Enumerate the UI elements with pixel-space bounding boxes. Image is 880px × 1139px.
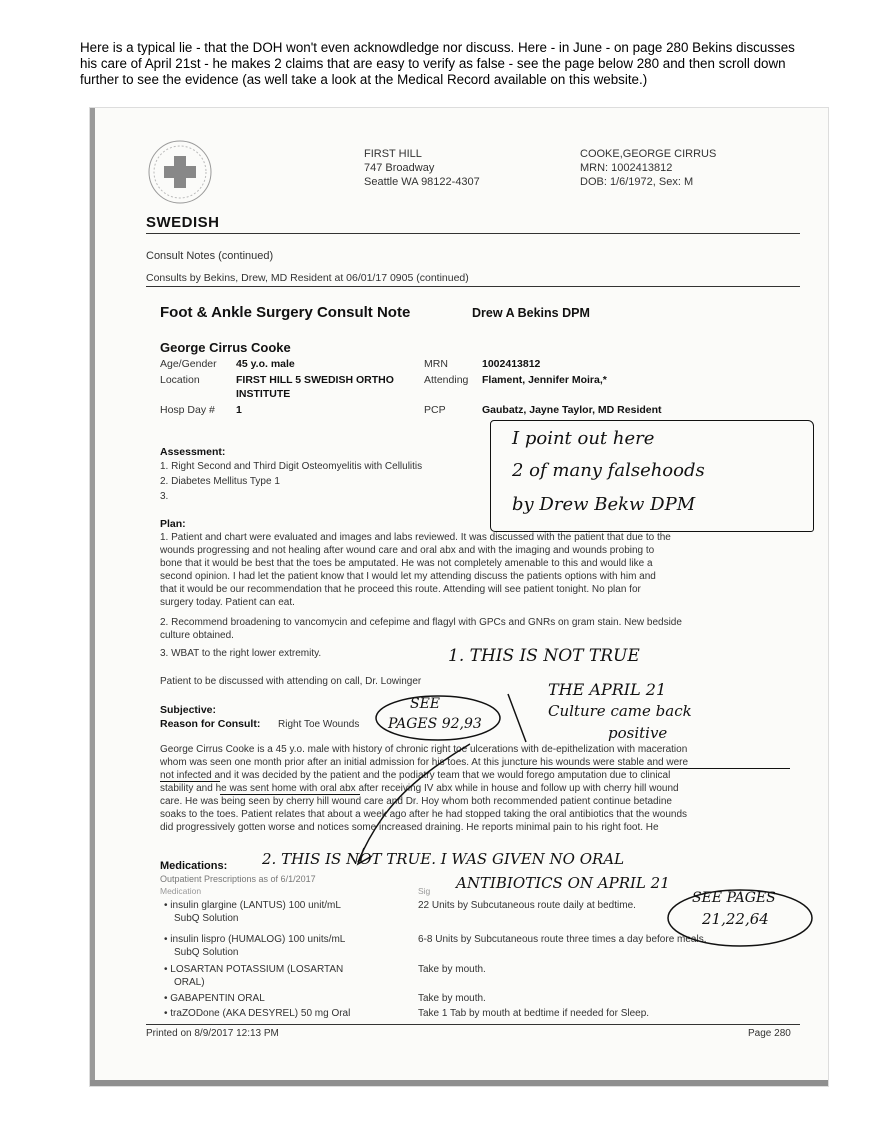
handwritten-note-2-line: ANTIBIOTICS ON APRIL 21 xyxy=(456,874,670,892)
handwritten-see-2-pages: 21,22,64 xyxy=(702,910,769,928)
plan-line: bone that it would be best that the toes be amputated. He was not completely amenable to this and would like a xyxy=(160,558,653,569)
med-name: • LOSARTAN POTASSIUM (LOSARTAN xyxy=(164,964,344,975)
location-label: Location xyxy=(160,374,200,386)
patient-name: George Cirrus Cooke xyxy=(160,340,291,355)
patient-header-mrn: MRN: 1002413812 xyxy=(580,162,673,174)
handwritten-note-1-line: Culture came back xyxy=(548,702,692,720)
address-line-1: FIRST HILL xyxy=(364,148,422,160)
page-number: Page 280 xyxy=(748,1028,791,1039)
handwritten-see-1: SEE xyxy=(410,696,441,712)
hospday-label: Hosp Day # xyxy=(160,404,215,416)
plan-line: that it would be our recommendation that he proceed this route. Attending will see patient tonight. No plan for xyxy=(160,584,641,595)
plan-line: second opinion. I had let the patient know that I would let my attending discuss the patients options with him and xyxy=(160,571,656,582)
section-heading: Consult Notes (continued) xyxy=(146,250,274,262)
reason-label: Reason for Consult: xyxy=(160,718,261,730)
medications-subheading: Outpatient Prescriptions as of 6/1/2017 xyxy=(160,874,316,884)
reason-value: Right Toe Wounds xyxy=(278,719,360,730)
note-author: Drew A Bekins DPM xyxy=(472,306,590,320)
med-name: • insulin glargine (LANTUS) 100 unit/mL xyxy=(164,900,341,911)
brand-name: SWEDISH xyxy=(146,214,220,231)
swedish-logo-icon xyxy=(146,138,214,206)
med-name-cont: ORAL) xyxy=(174,977,205,988)
handwritten-see-2: SEE PAGES xyxy=(692,890,776,906)
age-label: Age/Gender xyxy=(160,358,217,370)
med-name-cont: SubQ Solution xyxy=(174,913,239,924)
address-line-3: Seattle WA 98122-4307 xyxy=(364,176,480,188)
med-name-cont: SubQ Solution xyxy=(174,947,239,958)
plan-line: 3. WBAT to the right lower extremity. xyxy=(160,648,322,659)
location-value-2: INSTITUTE xyxy=(236,388,291,400)
assessment-item-2: 2. Diabetes Mellitus Type 1 xyxy=(160,476,280,487)
medication-column-header: Medication xyxy=(160,886,202,896)
plan-line: wounds progressing and not healing after wound care and oral abx and with the imaging and wounds probing to xyxy=(160,545,655,556)
handwritten-box-line: I point out here xyxy=(512,428,655,449)
consult-by-line: Consults by Bekins, Drew, MD Resident at 06/01/17 0905 (continued) xyxy=(146,272,469,284)
patient-header-name: COOKE,GEORGE CIRRUS xyxy=(580,148,717,160)
plan-line: surgery today. Patient can eat. xyxy=(160,597,295,608)
pcp-value: Gaubatz, Jayne Taylor, MD Resident xyxy=(482,404,662,416)
location-value: FIRST HILL 5 SWEDISH ORTHO xyxy=(236,374,394,386)
attending-label: Attending xyxy=(424,374,469,386)
med-name: • traZODone (AKA DESYREL) 50 mg Oral xyxy=(164,1008,351,1019)
plan-line: 2. Recommend broadening to vancomycin and cefepime and flagyl with GPCs and GNRs on gram stain. New bedside xyxy=(160,617,682,628)
plan-line: culture obtained. xyxy=(160,630,234,641)
scan-edge-bottom xyxy=(90,1080,828,1086)
handwritten-note-1: 1. THIS IS NOT TRUE xyxy=(448,646,640,666)
attending-value: Flament, Jennifer Moira,* xyxy=(482,374,607,386)
pcp-label: PCP xyxy=(424,404,446,416)
med-sig: Take by mouth. xyxy=(418,993,486,1004)
age-value: 45 y.o. male xyxy=(236,358,295,370)
patient-header-dob: DOB: 1/6/1972, Sex: M xyxy=(580,176,694,188)
sig-column-header: Sig xyxy=(418,886,431,896)
subjective-line: care. He was being seen by cherry hill wound care and Dr. Hoy whom both recommended patient continue betadine xyxy=(160,796,672,807)
assessment-item-1: 1. Right Second and Third Digit Osteomyelitis with Cellulitis xyxy=(160,461,423,472)
handwritten-see-1-pages: PAGES 92,93 xyxy=(388,716,482,732)
handwritten-box-line: by Drew Bekw DPM xyxy=(512,494,696,515)
handwritten-box-line: 2 of many falsehoods xyxy=(512,460,705,481)
intro-paragraph: Here is a typical lie - that the DOH won't even acknowdledge nor discuss. Here - in June - on page 280 Bekins discusses his care of April 21st - he makes 2 claims that are easy to verify as false - see the page below 280 and then scroll down further to see the evidence (as well take a look at the Medical Record available on this website.) xyxy=(80,40,795,87)
assessment-heading: Assessment: xyxy=(160,446,226,458)
handwritten-note-1-line: THE APRIL 21 xyxy=(548,680,667,699)
printed-date: Printed on 8/9/2017 12:13 PM xyxy=(146,1028,279,1039)
hospday-value: 1 xyxy=(236,404,242,416)
subjective-line: soaks to the toes. Patient relates that about a week ago after he had stopped taking the oral antibiotics that the wounds xyxy=(160,809,688,820)
plan-heading: Plan: xyxy=(160,518,186,530)
med-sig: Take 1 Tab by mouth at bedtime if needed for Sleep. xyxy=(418,1008,650,1019)
med-sig: Take by mouth. xyxy=(418,964,486,975)
med-sig: 6-8 Units by Subcutaneous route three times a day before meals. xyxy=(418,934,707,945)
discuss-line: Patient to be discussed with attending on call, Dr. Lowinger xyxy=(160,676,422,687)
mrn-label: MRN xyxy=(424,358,448,370)
plan-line: 1. Patient and chart were evaluated and images and labs reviewed. It was discussed with the patient that due to the xyxy=(160,532,671,543)
subjective-line: George Cirrus Cooke is a 45 y.o. male with history of chronic right toe ulcerations with de-epithelization with maceration xyxy=(160,744,688,755)
note-title: Foot & Ankle Surgery Consult Note xyxy=(160,304,411,321)
handwritten-note-1-line: positive xyxy=(608,724,668,742)
med-sig: 22 Units by Subcutaneous route daily at bedtime. xyxy=(418,900,636,911)
address-line-2: 747 Broadway xyxy=(364,162,435,174)
subjective-line: stability and he was sent home with oral abx after receiving IV abx while in house and follow up with cherry hill wound xyxy=(160,783,679,794)
scan-edge-left xyxy=(90,108,95,1086)
subjective-heading: Subjective: xyxy=(160,704,217,716)
subjective-line: not infected and it was decided by the patient and the podiatry team that we would forego amputation due to clinical xyxy=(160,770,671,781)
subjective-line: whom was seen one month prior after an initial admission for his toes. At this juncture his wounds were stable and were xyxy=(160,757,689,768)
subjective-line: did progressively gotten worse and notices some increased draining. He reports minimal pain to his right foot. He xyxy=(160,822,659,833)
medications-heading: Medications: xyxy=(160,860,228,872)
handwritten-note-2: 2. THIS IS NOT TRUE. I WAS GIVEN NO ORAL xyxy=(262,850,625,868)
med-name: • insulin lispro (HUMALOG) 100 units/mL xyxy=(164,934,346,945)
assessment-item-3: 3. xyxy=(160,491,169,502)
mrn-value: 1002413812 xyxy=(482,358,541,370)
med-name: • GABAPENTIN ORAL xyxy=(164,993,265,1004)
